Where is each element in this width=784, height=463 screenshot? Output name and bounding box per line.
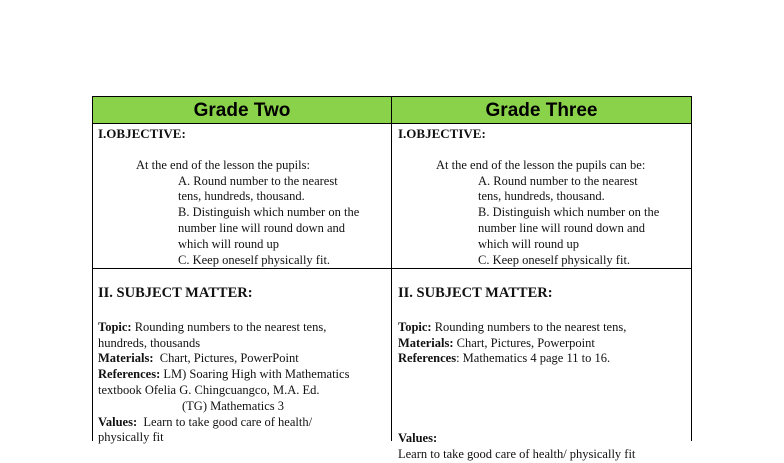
left-materials-label: Materials:: [98, 351, 154, 366]
left-objective-item: A. Round number to the nearest: [178, 173, 338, 188]
right-materials-label: Materials:: [398, 335, 454, 350]
left-objective-section: [98, 126, 388, 268]
left-objective-item: which will round up: [178, 236, 280, 251]
left-materials-text: Chart, Pictures, PowerPoint: [159, 351, 299, 366]
left-references-text: LM) Soaring High with Mathematics: [163, 367, 350, 382]
right-references-text: : Mathematics 4 page 11 to 16.: [456, 351, 611, 366]
right-materials-text: Chart, Pictures, Powerpoint: [456, 335, 595, 350]
right-topic-text: Rounding numbers to the nearest tens,: [434, 319, 627, 334]
left-topic-cont: hundreds, thousands: [98, 335, 201, 350]
left-objective-item: tens, hundreds, thousand.: [178, 189, 305, 204]
right-objective-item: B. Distinguish which number on the: [478, 205, 660, 220]
left-topic-text: Rounding numbers to the nearest tens,: [134, 319, 327, 334]
left-objective-item: number line will round down and: [178, 220, 345, 235]
left-border: [92, 124, 93, 441]
left-references-cont: textbook Ofelia G. Chingcuangco, M.A. Ed.: [98, 382, 320, 397]
left-objective-intro: At the end of the lesson the pupils:: [136, 157, 310, 172]
grade-two-header: Grade Two: [92, 96, 392, 124]
right-objective-title: I.OBJECTIVE:: [398, 126, 486, 141]
left-values-text: Learn to take good care of health/: [143, 414, 313, 429]
right-values-label: Values:: [398, 431, 438, 446]
grade-three-header: Grade Three: [391, 96, 692, 124]
right-objective-item: C. Keep oneself physically fit.: [478, 252, 631, 267]
right-border: [691, 124, 692, 441]
left-subject-title: II. SUBJECT MATTER:: [98, 285, 253, 301]
right-objective-item: tens, hundreds, thousand.: [478, 189, 605, 204]
right-topic-label: Topic:: [398, 319, 432, 334]
right-objective-item: number line will round down and: [478, 220, 645, 235]
right-objective-intro: At the end of the lesson the pupils can be:: [436, 157, 646, 172]
center-divider: [391, 124, 392, 441]
right-objective-section: [398, 126, 688, 268]
left-values-cont: physically fit: [98, 430, 164, 445]
left-objective-item: C. Keep oneself physically fit.: [178, 252, 331, 267]
left-references-cont2: (TG) Mathematics 3: [182, 398, 285, 413]
left-topic-label: Topic:: [98, 319, 132, 334]
left-subject-section: [98, 286, 388, 446]
left-values-label: Values:: [98, 414, 138, 429]
left-references-label: References:: [98, 367, 161, 382]
left-objective-item: B. Distinguish which number on the: [178, 205, 360, 220]
left-objective-title: I.OBJECTIVE:: [98, 126, 186, 141]
right-values-text: Learn to take good care of health/ physically fit: [398, 446, 636, 461]
right-objective-item: which will round up: [478, 236, 580, 251]
right-objective-item: A. Round number to the nearest: [478, 173, 638, 188]
lesson-comparison-table: [92, 96, 692, 461]
right-subject-section: [398, 286, 688, 463]
right-references-label: References: [398, 351, 457, 366]
right-subject-title: II. SUBJECT MATTER:: [398, 285, 553, 301]
